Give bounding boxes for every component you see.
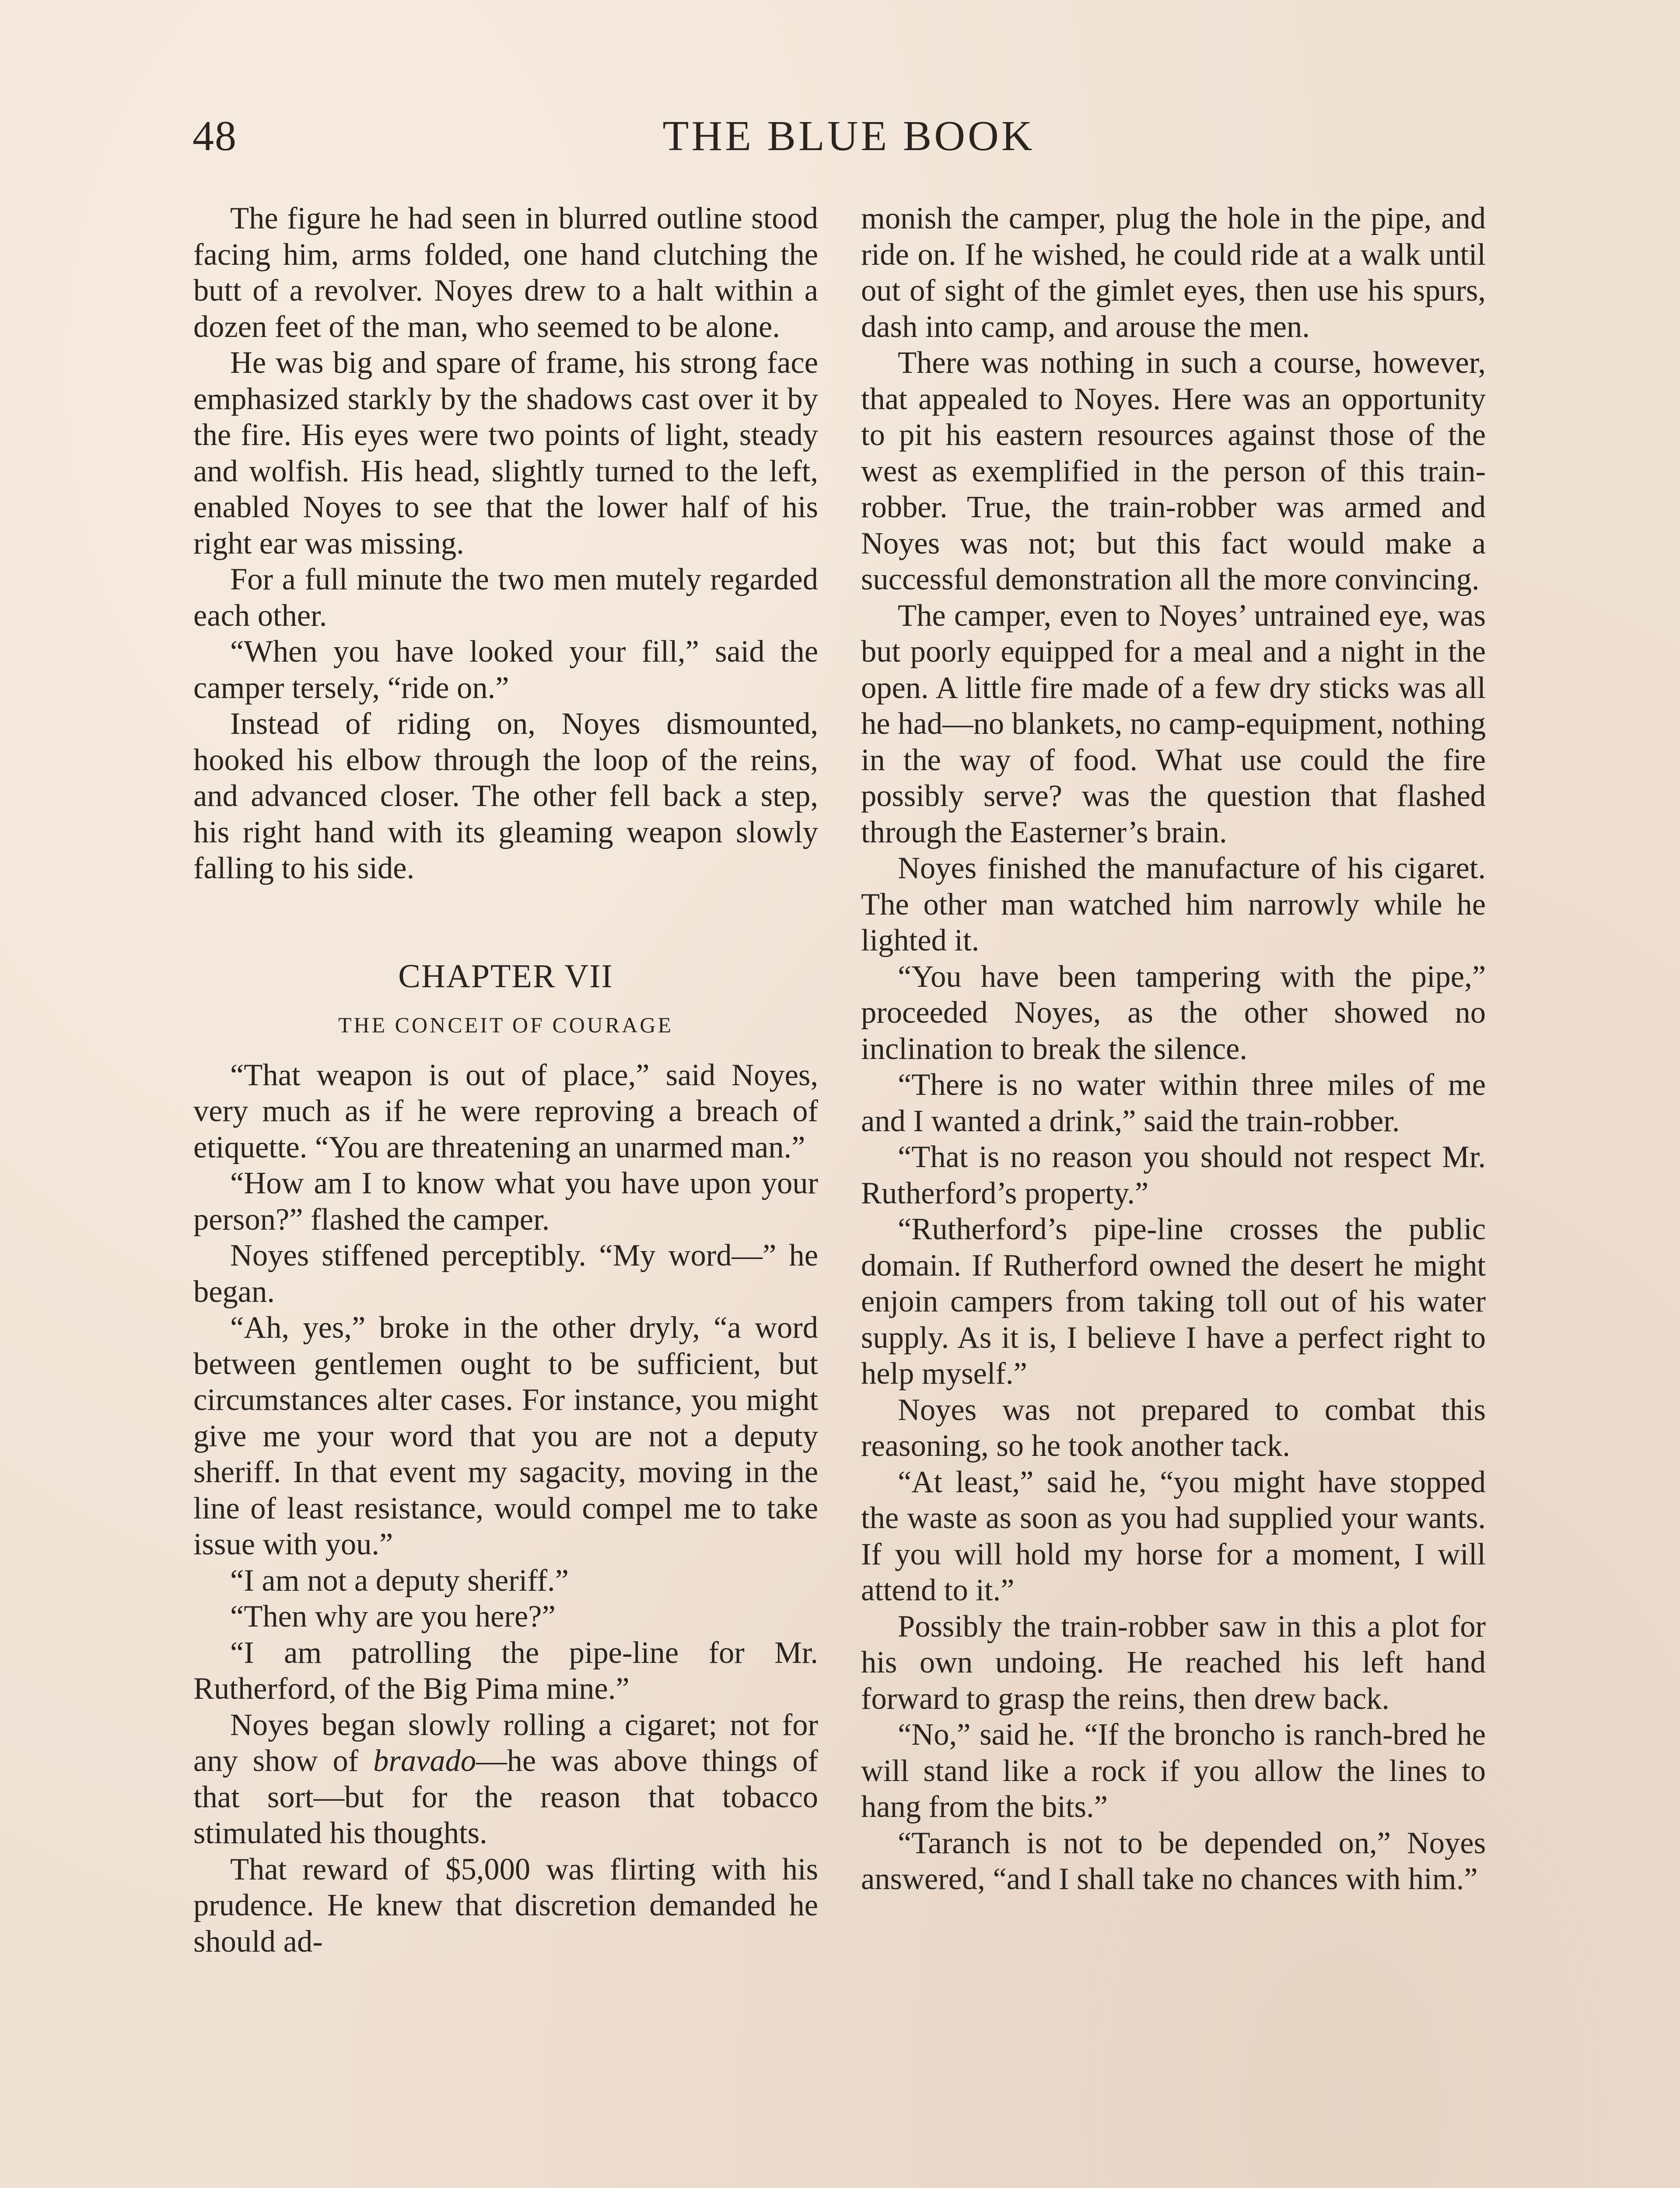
paragraph: Noyes finished the manufacture of his cigaret. The other man watched him narrowly while he lighted it. xyxy=(861,851,1486,957)
paragraph xyxy=(193,1707,818,1851)
left-column xyxy=(193,200,818,1960)
page-number: 48 xyxy=(192,112,237,160)
paragraph-continuation: monish the camper, plug the hole in the pipe, and ride on. If he wished, he could ride at a walk until out of sight of the gimlet eyes, then use his spurs, dash into camp, and arouse the men. xyxy=(861,201,1486,344)
paragraph: Possibly the train-robber saw in this a plot for his own undoing. He reached his left hand forward to grasp the reins, then drew back. xyxy=(861,1609,1486,1716)
paragraph: “Taranch is not to be depended on,” Noyes answered, “and I shall take no chances with him.” xyxy=(861,1826,1486,1896)
paragraph: Noyes was not prepared to combat this reasoning, so he took another tack. xyxy=(861,1392,1486,1463)
paragraph: “When you have looked your fill,” said the camper tersely, “ride on.” xyxy=(193,635,818,705)
paragraph-text: Noyes began slowly rolling a cigaret; not for any show of xyxy=(193,1708,818,1778)
paragraph: The camper, even to Noyes’ untrained eye, was but poorly equipped for a meal and a night in the open. A little fire made of a few dry sticks was all he had—no blankets, no camp-equipment, nothing in the way of food. What use could the fire possibly serve? was the question that flashed through the Easterner’s brain. xyxy=(861,598,1486,849)
paragraph: “There is no water within three miles of me and I wanted a drink,” said the train-robber. xyxy=(861,1068,1486,1138)
paragraph: The figure he had seen in blurred outline stood facing him, arms folded, one hand clutching the butt of a revolver. Noyes drew to a halt within a dozen feet of the man, who seemed to be alone. xyxy=(193,201,818,344)
paragraph: “I am not a deputy sheriff.” xyxy=(230,1563,569,1598)
paragraph: “How am I to know what you have upon your person?” flashed the camper. xyxy=(193,1166,818,1237)
paragraph: That reward of $5,000 was flirting with his prudence. He knew that discretion demanded he should ad- xyxy=(193,1852,818,1959)
chapter-heading: CHAPTER VII xyxy=(398,957,613,995)
paragraph: “Ah, yes,” broke in the other dryly, “a word between gentlemen ought to be sufficient, but circumstances alter cases. For instance, you might give me your word that you are not a deputy sheriff. In that event my sagacity, moving in the line of least resistance, would compel me to take issue with you.” xyxy=(193,1311,818,1561)
paragraph: Instead of riding on, Noyes dismounted, hooked his elbow through the loop of the reins, and advanced closer. The other fell back a step, his right hand with its gleaming weapon slowly falling to his side. xyxy=(193,707,818,885)
paragraph: “Then why are you here?” xyxy=(230,1599,556,1634)
paragraph: “At least,” said he, “you might have stopped the waste as soon as you had supplied your wants. If you will hold my horse for a moment, I will attend to it.” xyxy=(861,1465,1486,1607)
italic-word: bravado xyxy=(373,1744,476,1778)
paragraph: He was big and spare of frame, his strong face emphasized starkly by the shadows cast over it by the fire. His eyes were two points of light, steady and wolfish. His head, slightly turned to the left, enabled Noyes to see that the lower half of his right ear was missing. xyxy=(193,346,818,561)
right-column xyxy=(861,200,1486,1897)
paragraph: Noyes stiffened perceptibly. “My word—” he began. xyxy=(193,1238,818,1309)
paragraph: “You have been tampering with the pipe,” proceeded Noyes, as the other showed no inclination to break the silence. xyxy=(861,959,1486,1066)
paragraph: “That is no reason you should not respect Mr. Rutherford’s property.” xyxy=(861,1140,1486,1210)
running-title: THE BLUE BOOK xyxy=(662,112,1035,160)
chapter-subtitle: THE CONCEIT OF COURAGE xyxy=(338,1012,674,1037)
paragraph: For a full minute the two men mutely regarded each other. xyxy=(193,562,818,633)
paragraph: “That weapon is out of place,” said Noyes, very much as if he were reproving a breach of etiquette. “You are threatening an unarmed man.” xyxy=(193,1058,818,1164)
paragraph: “I am patrolling the pipe-line for Mr. Rutherford, of the Big Pima mine.” xyxy=(193,1635,818,1706)
paragraph: “No,” said he. “If the broncho is ranch-bred he will stand like a rock if you allow the lines to hang from the bits.” xyxy=(861,1718,1486,1824)
paragraph: “Rutherford’s pipe-line crosses the public domain. If Rutherford owned the desert he might enjoin campers from taking toll out of his water supply. As it is, I believe I have a perfect right to help myself.” xyxy=(861,1212,1486,1391)
paragraph: There was nothing in such a course, however, that appealed to Noyes. Here was an opportunity to pit his eastern resources against those of the west as exemplified in the person of this train-robber. True, the train-robber was armed and Noyes was not; but this fact would make a successful demonstration all the more convincing. xyxy=(861,346,1486,596)
paragraph-text: —he was above things of that sort—but for the reason that tobacco stimulated his thoughts. xyxy=(193,1744,818,1850)
